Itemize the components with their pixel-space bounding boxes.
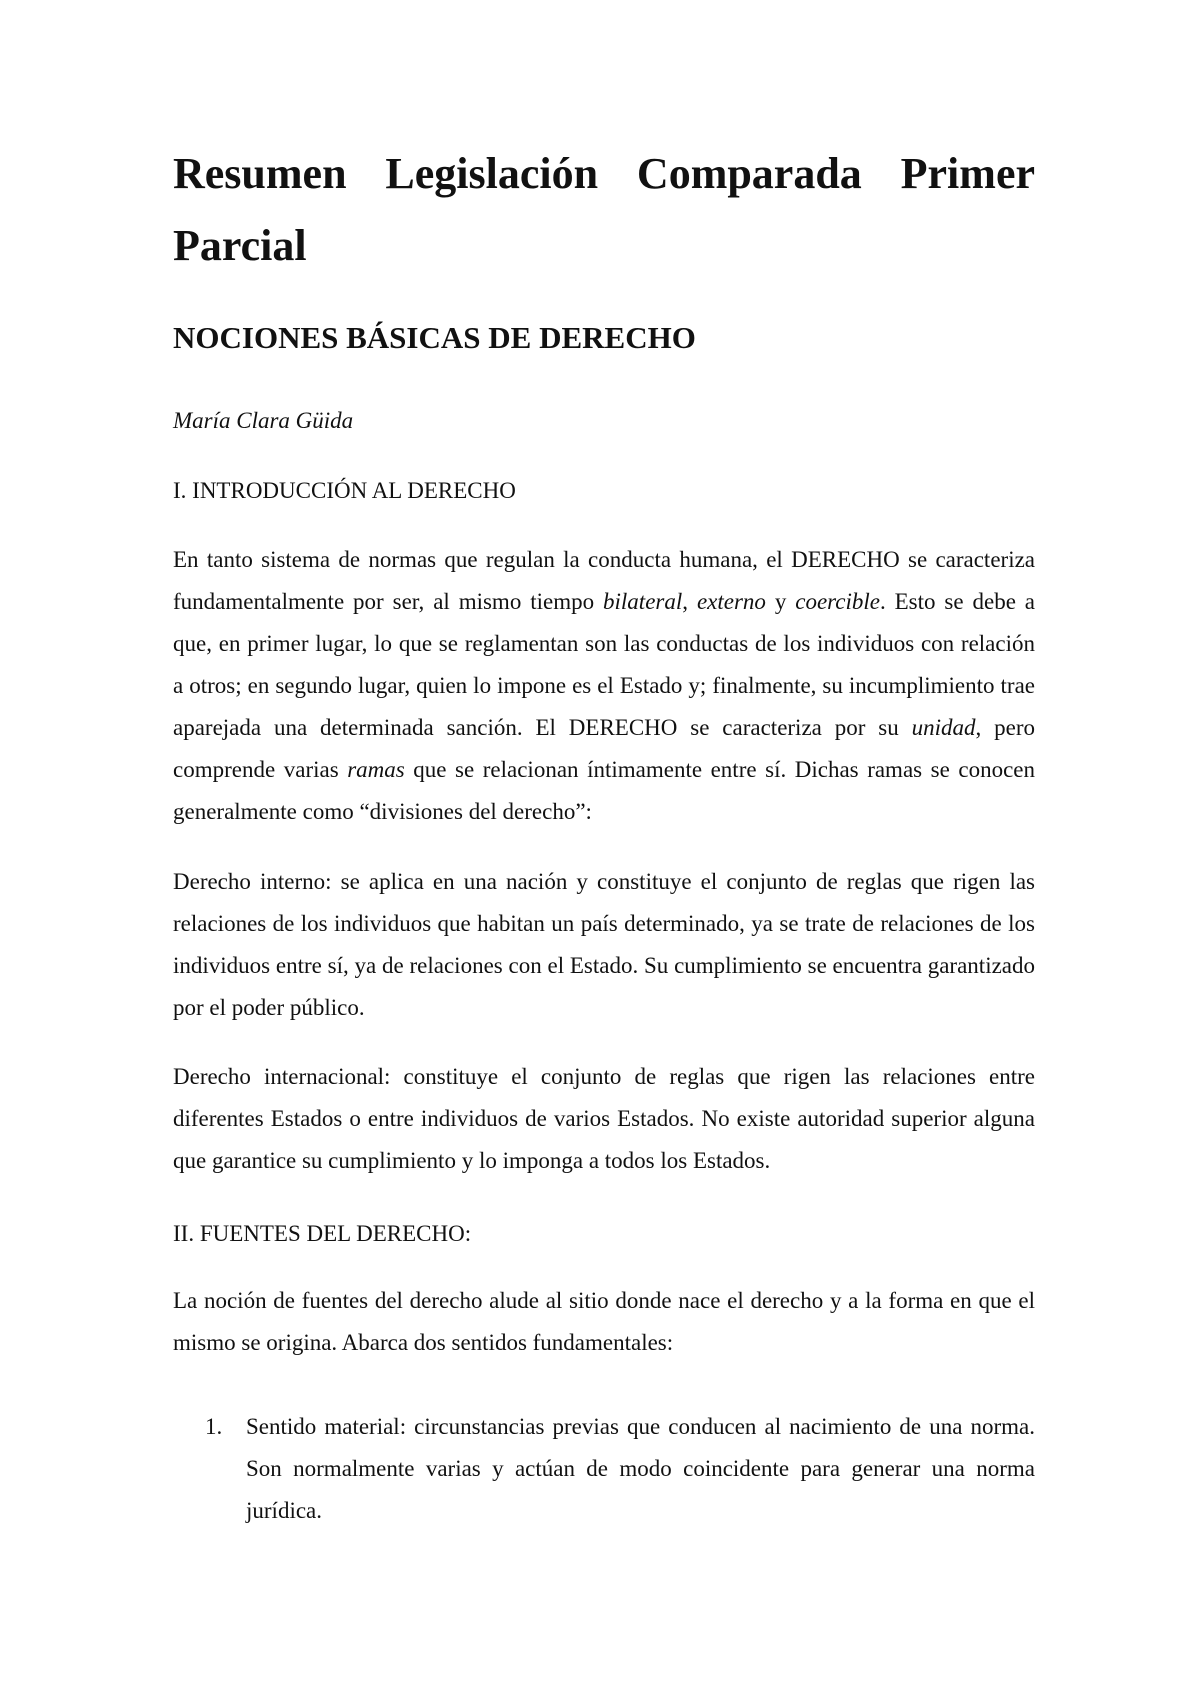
list-number: 1.: [205, 1414, 223, 1439]
paragraph-fuentes-derecho: La noción de fuentes del derecho alude al sitio donde nace el derecho y a la forma en que el mismo se origina. Abarca dos sentidos fundamentales:: [173, 1288, 1035, 1355]
section-heading-introduccion: I. INTRODUCCIÓN AL DERECHO: [173, 478, 516, 503]
paragraph-text: , pero comprende varias: [173, 715, 1035, 782]
emphasis-coercible: coercible: [795, 589, 880, 614]
paragraph-text: En tanto sistema de normas que regulan la conducta humana, el DERECHO se caracteriza fundamentalmente por ser, al mismo tiempo: [173, 547, 1035, 614]
emphasis-bilateral: bilateral: [603, 589, 683, 614]
list-item-text: Sentido material: circunstancias previas que conducen al nacimiento de una norma. Son normalmente varias y actúan de modo coincidente para generar una norma jurídica.: [246, 1414, 1035, 1523]
paragraph-derecho-interno: Derecho interno: se aplica en una nación y constituye el conjunto de reglas que rigen las relaciones de los individuos que habitan un país determinado, ya se trate de relaciones de los individuos entre sí, ya de relaciones con el Estado. Su cumplimiento se encuentra garantizado por el poder público.: [173, 869, 1035, 1020]
paragraph-text: que se relacionan íntimamente entre sí. Dichas ramas se conocen generalmente como “divisiones del derecho”:: [173, 757, 1035, 824]
document-title: Resumen Legislación Comparada Primer Parcial: [173, 149, 1035, 270]
emphasis-ramas: ramas: [347, 757, 405, 782]
emphasis-externo: externo: [696, 589, 766, 614]
author-name: María Clara Güida: [173, 408, 354, 433]
document-subtitle: NOCIONES BÁSICAS DE DERECHO: [173, 320, 696, 355]
section-heading-fuentes: II. FUENTES DEL DERECHO:: [173, 1221, 472, 1246]
emphasis-unidad: unidad: [911, 715, 976, 740]
paragraph-text: y: [765, 589, 796, 614]
paragraph-derecho-internacional: Derecho internacional: constituye el conjunto de reglas que rigen las relaciones entre diferentes Estados o entre individuos de varios Estados. No existe autoridad superior alguna que garantice su cumplimiento y lo imponga a todos los Estados.: [173, 1064, 1035, 1173]
paragraph-text: . Esto se debe a que, en primer lugar, lo que se reglamentan son las conductas de los individuos con relación a otros; en segundo lugar, quien lo impone es el Estado y; finalmente, su incumplimiento trae aparejada una determinada sanción. El DERECHO se caracteriza por su: [173, 589, 1036, 740]
paragraph-text: ,: [682, 589, 697, 614]
paragraph-caracteristicas-derecho: [173, 539, 1035, 833]
